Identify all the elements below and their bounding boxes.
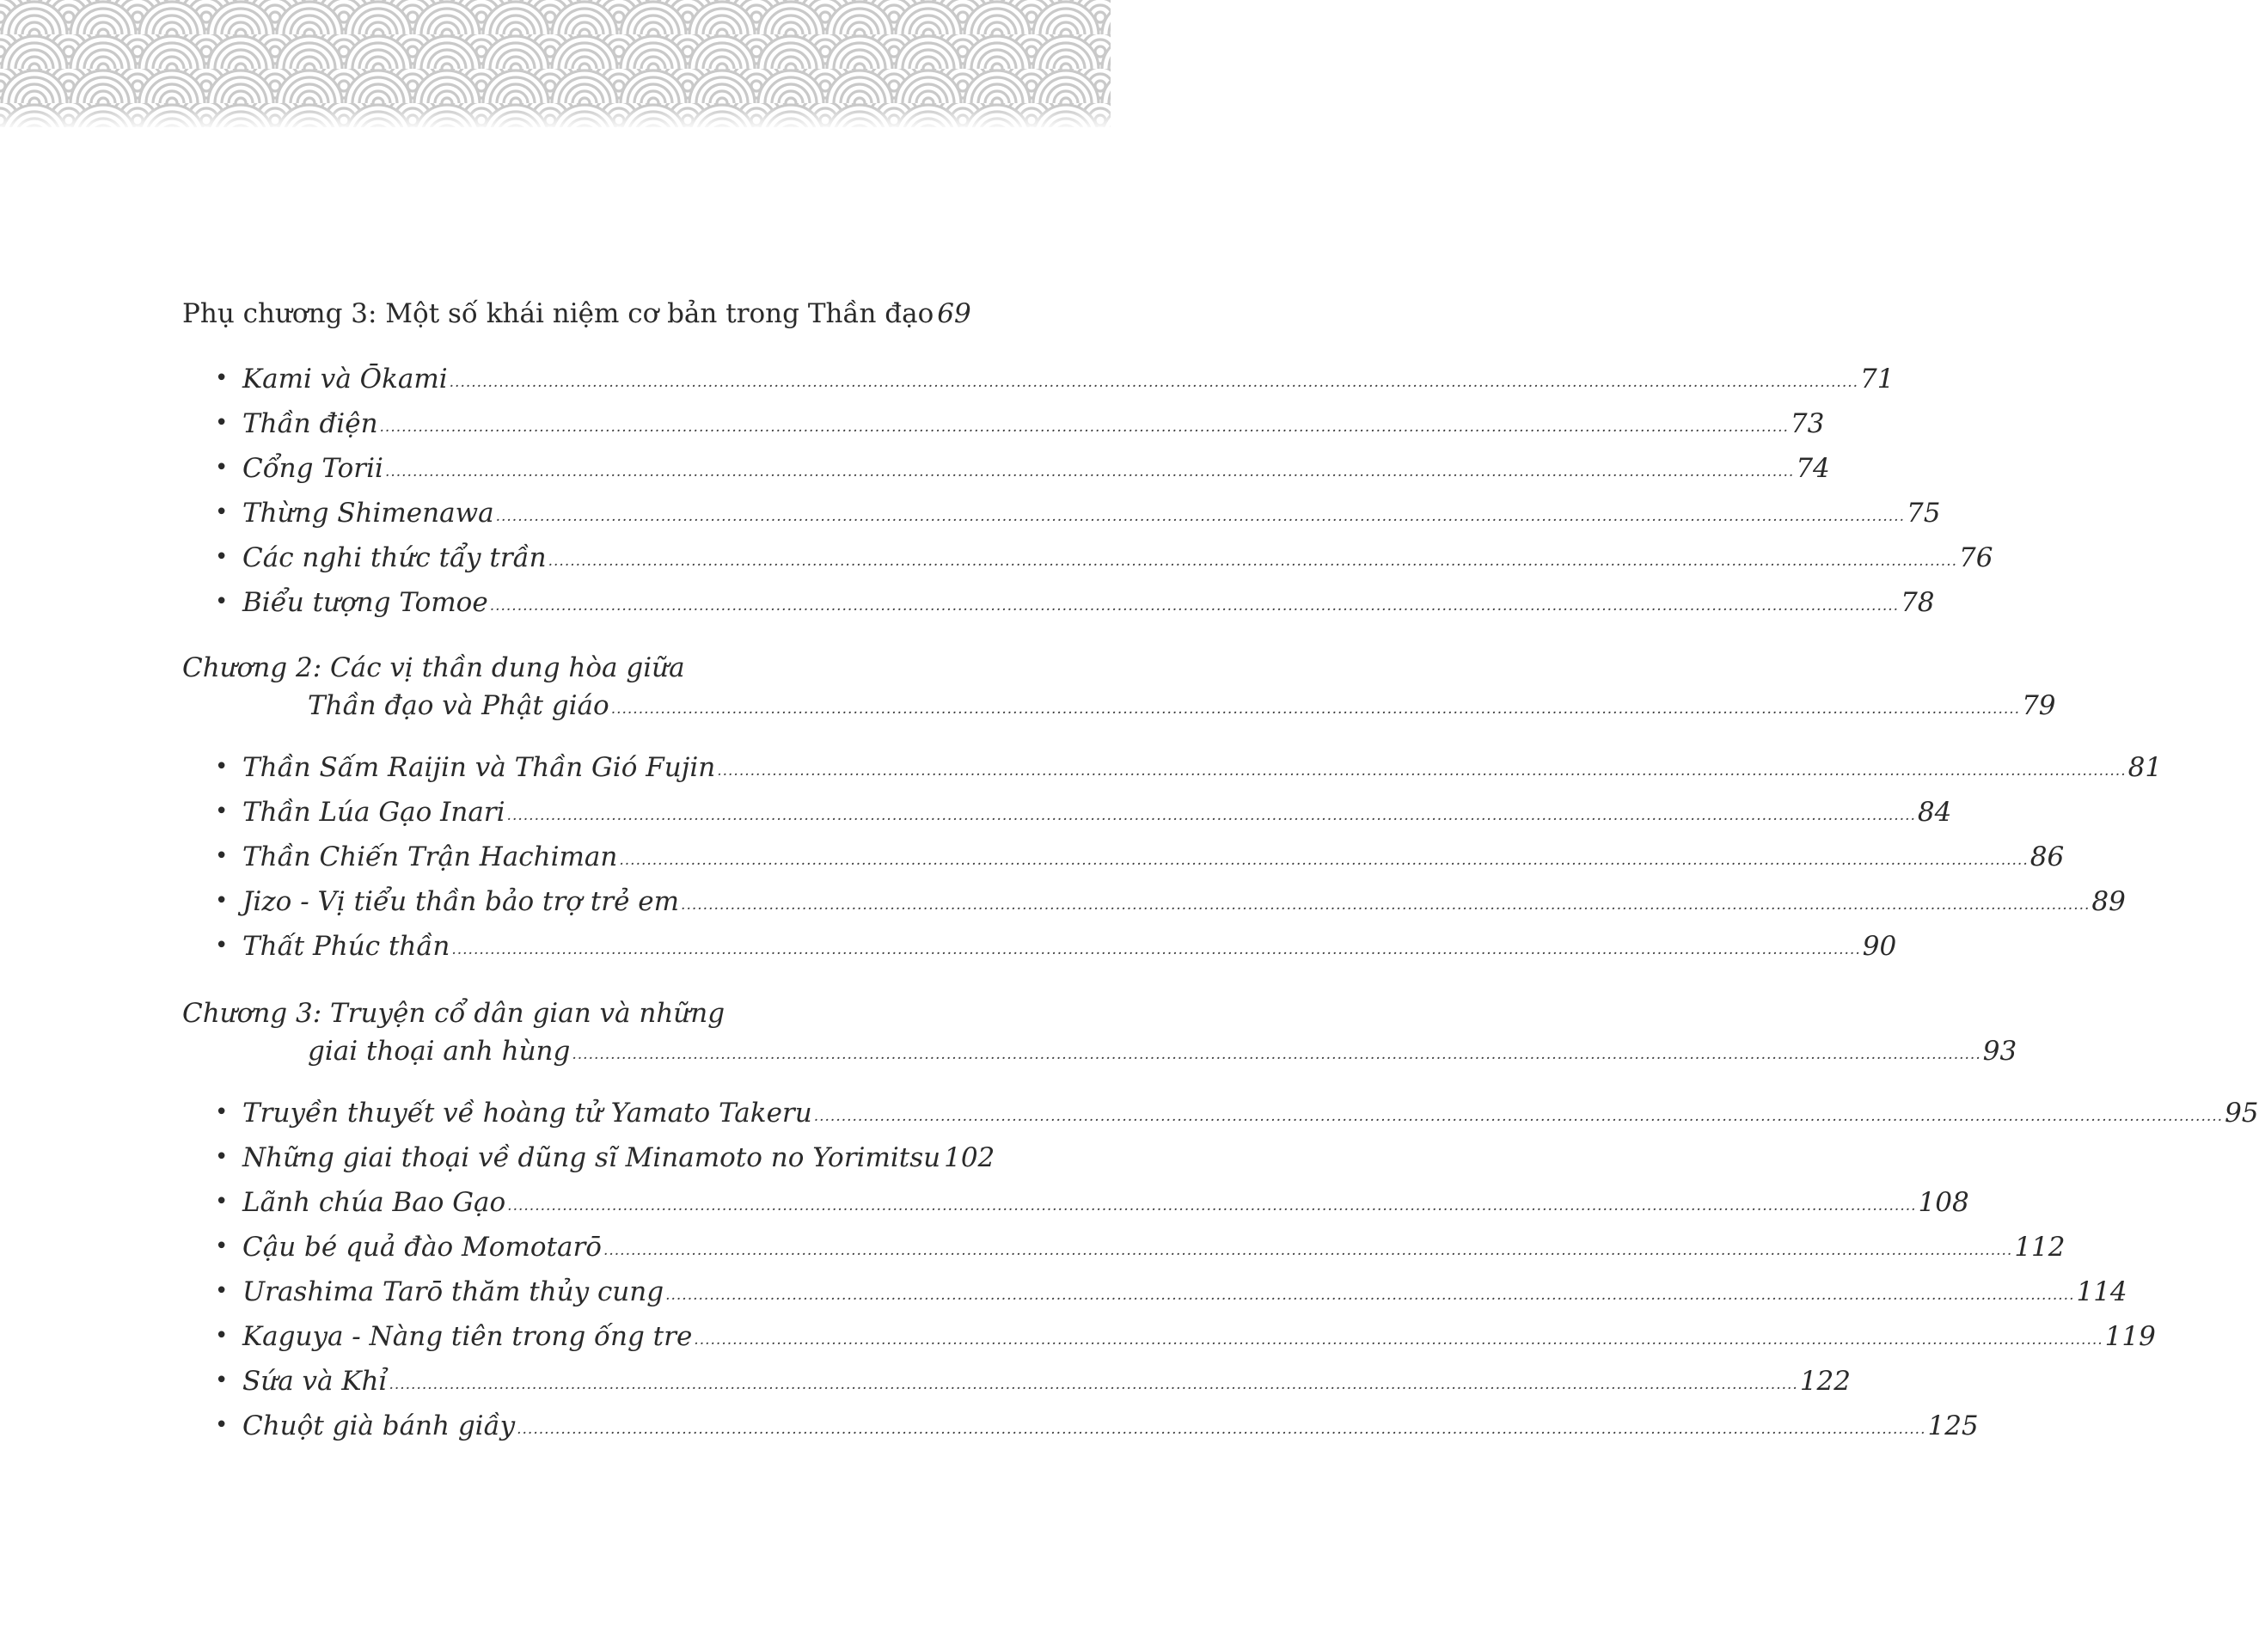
bullet-icon: •: [215, 1367, 229, 1393]
bullet-icon: •: [215, 499, 229, 525]
toc-item-page: 90: [1862, 931, 1897, 962]
toc-item-label: Những giai thoại về dũng sĩ Minamoto no Yorimitsu: [242, 1142, 941, 1173]
toc-entry-page: 93: [1982, 1036, 2017, 1067]
bullet-icon: •: [215, 798, 229, 824]
toc-item[interactable]: [182, 1360, 1851, 1403]
leader-dots: ................................................................................................................................................................................................................................................................: [665, 1287, 2075, 1304]
toc-item-page: 86: [2029, 841, 2065, 872]
toc-item-page: 119: [2104, 1321, 2156, 1352]
toc-entry-chapter-3[interactable]: [182, 1030, 2017, 1073]
leader-dots: ................................................................................................................................................................................................................................................................: [379, 419, 1789, 436]
toc-item-label: Truyền thuyết về hoàng tử Yamato Takeru: [242, 1098, 812, 1129]
toc-item[interactable]: [182, 746, 2163, 789]
toc-item[interactable]: [182, 581, 1935, 624]
bullet-icon: •: [215, 1412, 229, 1438]
toc-item-label: Biểu tượng Tomoe: [242, 587, 488, 618]
toc-item-page: 78: [1901, 587, 1935, 618]
toc-entry-page: 79: [2022, 690, 2056, 721]
toc-item-page: 89: [2091, 886, 2126, 917]
leader-dots: ................................................................................................................................................................................................................................................................: [389, 1376, 1798, 1393]
toc-item-label: Jizo - Vị tiểu thần bảo trợ trẻ em: [242, 886, 680, 917]
toc-item-label: Kaguya - Nàng tiên trong ống tre: [242, 1321, 693, 1352]
leader-dots: ................................................................................................................................................................................................................................................................: [603, 1242, 2013, 1259]
toc-item[interactable]: [182, 1270, 2127, 1313]
leader-dots: ................................................................................................................................................................................................................................................................: [506, 807, 1916, 824]
chapter-3-title-line1: Chương 3: Truyện cổ dân gian và những: [182, 998, 725, 1029]
bullet-icon: •: [215, 410, 229, 436]
toc-item[interactable]: [182, 447, 1830, 490]
chapter-2-title-line2: Thần đạo và Phật giáo: [308, 690, 609, 721]
toc-item-page: 95: [2225, 1098, 2259, 1129]
toc-item-page: 112: [2014, 1232, 2066, 1263]
leader-dots: ................................................................................................................................................................................................................................................................: [681, 896, 2091, 914]
chapter-3-title-line2: giai thoại anh hùng: [308, 1036, 571, 1067]
leader-dots: ................................................................................................................................................................................................................................................................: [449, 374, 1859, 391]
bullet-icon: •: [215, 1099, 229, 1125]
leader-dots: ................................................................................................................................................................................................................................................................: [495, 508, 1905, 525]
bullet-icon: •: [215, 1323, 229, 1349]
toc-item[interactable]: [182, 358, 1895, 401]
toc-item-label: Thần Chiến Trận Hachiman: [242, 841, 618, 872]
toc-item[interactable]: [182, 492, 1941, 535]
toc-entry-label: Phụ chương 3: Một số khái niệm cơ bản trong Thần đạo: [182, 298, 934, 329]
leader-dots: ................................................................................................................................................................................................................................................................: [717, 762, 2127, 780]
toc-item[interactable]: [182, 536, 1993, 579]
chapter-2-title-line1: Chương 2: Các vị thần dung hòa giữa: [182, 652, 685, 683]
bullet-icon: •: [215, 843, 229, 869]
toc-entry-phu-chuong-3[interactable]: [182, 292, 971, 335]
toc-item-page: 76: [1959, 542, 1993, 573]
toc-entry-page: 69: [937, 298, 971, 329]
leader-dots: ................................................................................................................................................................................................................................................................: [489, 597, 1900, 615]
toc-item-page: 102: [944, 1142, 995, 1173]
bullet-icon: •: [215, 1189, 229, 1215]
toc-item-label: Urashima Tarō thăm thủy cung: [242, 1276, 664, 1307]
leader-dots: ................................................................................................................................................................................................................................................................: [507, 1197, 1917, 1215]
leader-dots: ................................................................................................................................................................................................................................................................: [572, 1046, 1981, 1063]
bullet-icon: •: [215, 933, 229, 958]
toc-item[interactable]: [182, 1092, 2259, 1135]
bullet-icon: •: [215, 544, 229, 570]
toc-item-label: Thất Phúc thần: [242, 931, 450, 962]
toc-item-label: Các nghi thức tẩy trần: [242, 542, 547, 573]
seigaiha-wave-pattern: [0, 0, 1111, 131]
toc-item-label: Thần điện: [242, 408, 378, 439]
bullet-icon: •: [215, 1278, 229, 1304]
bullet-icon: •: [215, 455, 229, 480]
toc-item-label: Cậu bé quả đào Momotarō: [242, 1232, 602, 1263]
bullet-icon: •: [215, 1144, 229, 1170]
leader-dots: ................................................................................................................................................................................................................................................................: [619, 852, 2029, 869]
bullet-icon: •: [215, 754, 229, 780]
toc-item[interactable]: [182, 835, 2065, 878]
toc-item[interactable]: [182, 925, 1897, 968]
leader-dots: ................................................................................................................................................................................................................................................................: [517, 1421, 1926, 1438]
toc-item-label: Kami và Ōkami: [242, 364, 448, 395]
leader-dots: ................................................................................................................................................................................................................................................................: [451, 941, 1861, 958]
bullet-icon: •: [215, 888, 229, 914]
toc-item-page: 108: [1918, 1187, 1969, 1218]
toc-item-page: 81: [2127, 752, 2163, 783]
toc-item-label: Sứa và Khỉ: [242, 1366, 388, 1397]
toc-entry-chapter-2[interactable]: [182, 684, 2056, 727]
toc-item-label: Chuột già bánh giầy: [242, 1410, 516, 1441]
toc-item[interactable]: [182, 1136, 995, 1179]
toc-item[interactable]: [182, 791, 1952, 834]
toc-item-page: 74: [1796, 453, 1830, 484]
toc-item-label: Cổng Torii: [242, 453, 383, 484]
toc-item[interactable]: [182, 1181, 1969, 1224]
leader-dots: ................................................................................................................................................................................................................................................................: [384, 463, 1795, 480]
toc-item-label: Thần Sấm Raijin và Thần Gió Fujin: [242, 752, 716, 783]
bullet-icon: •: [215, 365, 229, 391]
bullet-icon: •: [215, 1233, 229, 1259]
toc-item-page: 84: [1917, 797, 1952, 828]
toc-item-page: 73: [1790, 408, 1825, 439]
toc-item-page: 75: [1906, 498, 1941, 529]
leader-dots: ................................................................................................................................................................................................................................................................: [694, 1331, 2103, 1349]
toc-item[interactable]: [182, 1315, 2156, 1358]
leader-dots: ................................................................................................................................................................................................................................................................: [548, 553, 1957, 570]
toc-item[interactable]: [182, 880, 2126, 923]
toc-item-label: Thần Lúa Gạo Inari: [242, 797, 505, 828]
toc-item-page: 125: [1927, 1410, 1979, 1441]
toc-item[interactable]: [182, 1404, 1979, 1447]
toc-item[interactable]: [182, 1226, 2066, 1269]
toc-item-page: 71: [1860, 364, 1895, 395]
toc-item-page: 114: [2076, 1276, 2127, 1307]
toc-item-label: Lãnh chúa Bao Gạo: [242, 1187, 506, 1218]
toc-item-label: Thừng Shimenawa: [242, 498, 494, 529]
toc-item-page: 122: [1799, 1366, 1851, 1397]
bullet-icon: •: [215, 589, 229, 615]
leader-dots: ................................................................................................................................................................................................................................................................: [610, 701, 2021, 718]
toc-item[interactable]: [182, 402, 1825, 445]
leader-dots: ................................................................................................................................................................................................................................................................: [813, 1108, 2224, 1125]
